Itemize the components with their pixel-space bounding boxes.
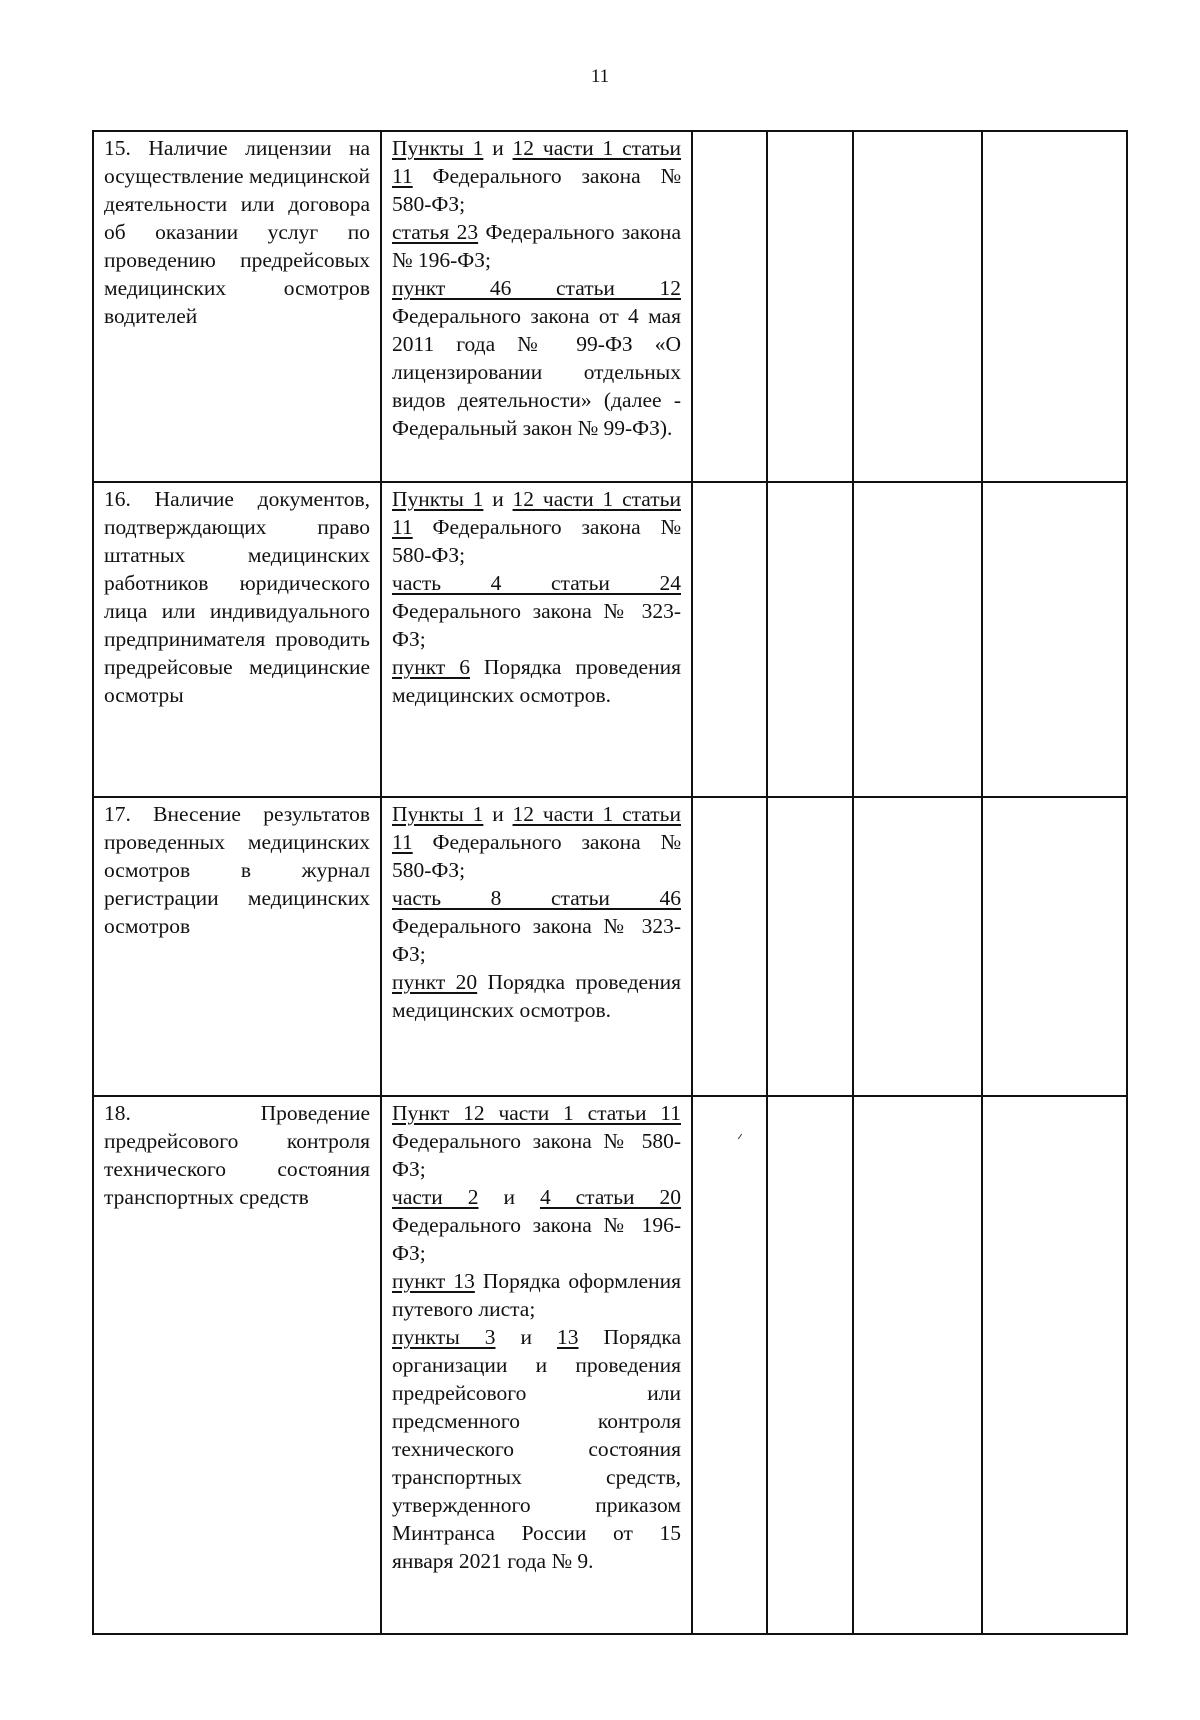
legal-reference-cell: [381, 131, 692, 482]
page-number: 11: [590, 66, 610, 87]
note-cell[interactable]: [982, 131, 1127, 482]
requirement-cell: 17. Внесение результатов проведенных медицинских осмотров в журнал регистрации медицинских осмотров: [93, 797, 381, 1096]
legal-reference-link-text: Пункт 12 части 1 статьи 11: [392, 1101, 681, 1125]
table-row: [93, 131, 1127, 482]
legal-reference-link-text: части 2: [392, 1185, 479, 1209]
legal-reference-text: Федерального закона № 196-ФЗ;: [392, 1213, 681, 1265]
legal-reference-cell: [381, 482, 692, 797]
legal-reference-paragraph: [392, 968, 681, 1024]
table-row: [93, 1096, 1127, 1634]
legal-reference-text: Федерального закона № 196-ФЗ;: [392, 220, 681, 272]
legal-reference-text: и: [478, 1185, 540, 1209]
legal-reference-link-text: пункт 46 статьи 12: [392, 276, 681, 300]
legal-reference-paragraph: [392, 569, 681, 653]
legal-reference-text: Порядка проведения медицинских осмотров.: [392, 655, 681, 707]
legal-reference-text: и: [483, 802, 513, 826]
legal-reference-paragraph: [392, 1099, 681, 1183]
legal-reference-text: Порядка оформления путевого листа;: [392, 1269, 681, 1321]
answer-cell-not-applicable[interactable]: [853, 1096, 982, 1634]
legal-reference-link-text: 12 части 1 статьи 11: [392, 136, 681, 188]
answer-cell-no[interactable]: [767, 482, 853, 797]
legal-reference-text: Порядка организации и проведения предрейсового или предсменного контроля технического состояния транспортных средств, утвержденного приказом Минтранса России от 15 января 2021 года № 9.: [392, 1325, 681, 1573]
table-row: [93, 482, 1127, 797]
legal-reference-paragraph: [392, 653, 681, 709]
legal-reference-text: Федерального закона № 580-ФЗ;: [392, 164, 681, 216]
answer-cell-yes[interactable]: [692, 797, 767, 1096]
legal-reference-cell: [381, 1096, 692, 1634]
legal-reference-link-text: пункт 13: [392, 1269, 475, 1293]
requirement-cell: 16. Наличие документов, подтверждающих право штатных медицинских работников юридического лица или индивидуального предпринимателя проводить предрейсовые медицинские осмотры: [93, 482, 381, 797]
requirement-cell: 18. Проведение предрейсового контроля технического состояния транспортных средств: [93, 1096, 381, 1634]
answer-cell-no[interactable]: [767, 797, 853, 1096]
legal-reference-text: Федерального закона от 4 мая 2011 года № 99-ФЗ «О лицензировании отдельных видов деятельности» (далее - Федеральный закон № 99-ФЗ).: [392, 304, 681, 440]
legal-reference-paragraph: [392, 1183, 681, 1267]
legal-reference-text: Федерального закона № 323-ФЗ;: [392, 599, 681, 651]
legal-reference-text: Федерального закона № 323-ФЗ;: [392, 914, 681, 966]
note-cell[interactable]: [982, 1096, 1127, 1634]
legal-reference-text: Федерального закона № 580-ФЗ;: [392, 1129, 681, 1181]
legal-reference-paragraph: [392, 884, 681, 968]
answer-cell-not-applicable[interactable]: [853, 482, 982, 797]
note-cell[interactable]: [982, 797, 1127, 1096]
legal-reference-link-text: пункты 3: [392, 1325, 496, 1349]
legal-reference-link-text: Пункты 1: [392, 136, 484, 160]
legal-reference-link-text: пункт 6: [392, 655, 470, 679]
answer-cell-no[interactable]: [767, 131, 853, 482]
legal-reference-link-text: 12 части 1 статьи 11: [392, 487, 681, 539]
legal-reference-link-text: 12 части 1 статьи 11: [392, 802, 681, 854]
legal-reference-paragraph: [392, 1267, 681, 1323]
legal-reference-paragraph: [392, 134, 681, 218]
answer-cell-yes[interactable]: [692, 482, 767, 797]
legal-reference-paragraph: [392, 485, 681, 569]
answer-cell-not-applicable[interactable]: [853, 131, 982, 482]
legal-reference-link-text: 13: [556, 1325, 579, 1349]
legal-reference-paragraph: [392, 274, 681, 442]
legal-reference-link-text: 4 статьи 20: [539, 1185, 681, 1209]
legal-reference-paragraph: [392, 1323, 681, 1575]
legal-reference-paragraph: [392, 218, 681, 274]
legal-reference-link-text: часть 8 статьи 46: [392, 886, 681, 910]
legal-reference-text: Федерального закона № 580-ФЗ;: [392, 515, 681, 567]
legal-reference-text: и: [495, 1325, 557, 1349]
legal-reference-text: Порядка проведения медицинских осмотров.: [392, 970, 681, 1022]
legal-reference-text: Федерального закона № 580-ФЗ;: [392, 830, 681, 882]
legal-reference-link-text: часть 4 статьи 24: [392, 571, 681, 595]
legal-reference-link-text: Пункты 1: [392, 487, 484, 511]
checklist-table: [92, 130, 1128, 1635]
legal-reference-text: и: [483, 487, 513, 511]
legal-reference-link-text: Пункты 1: [392, 802, 484, 826]
answer-cell-no[interactable]: [767, 1096, 853, 1634]
legal-reference-link-text: статья 23: [392, 220, 479, 244]
legal-reference-link-text: пункт 20: [392, 970, 478, 994]
legal-reference-paragraph: [392, 800, 681, 884]
legal-reference-text: и: [483, 136, 513, 160]
legal-reference-cell: [381, 797, 692, 1096]
table-row: [93, 797, 1127, 1096]
answer-cell-yes[interactable]: [692, 1096, 767, 1634]
note-cell[interactable]: [982, 482, 1127, 797]
requirement-cell: 15. Наличие лицензии на осуществление медицинской деятельности или договора об оказании услуг по проведению предрейсовых медицинских осмотров водителей: [93, 131, 381, 482]
answer-cell-yes[interactable]: [692, 131, 767, 482]
answer-cell-not-applicable[interactable]: [853, 797, 982, 1096]
